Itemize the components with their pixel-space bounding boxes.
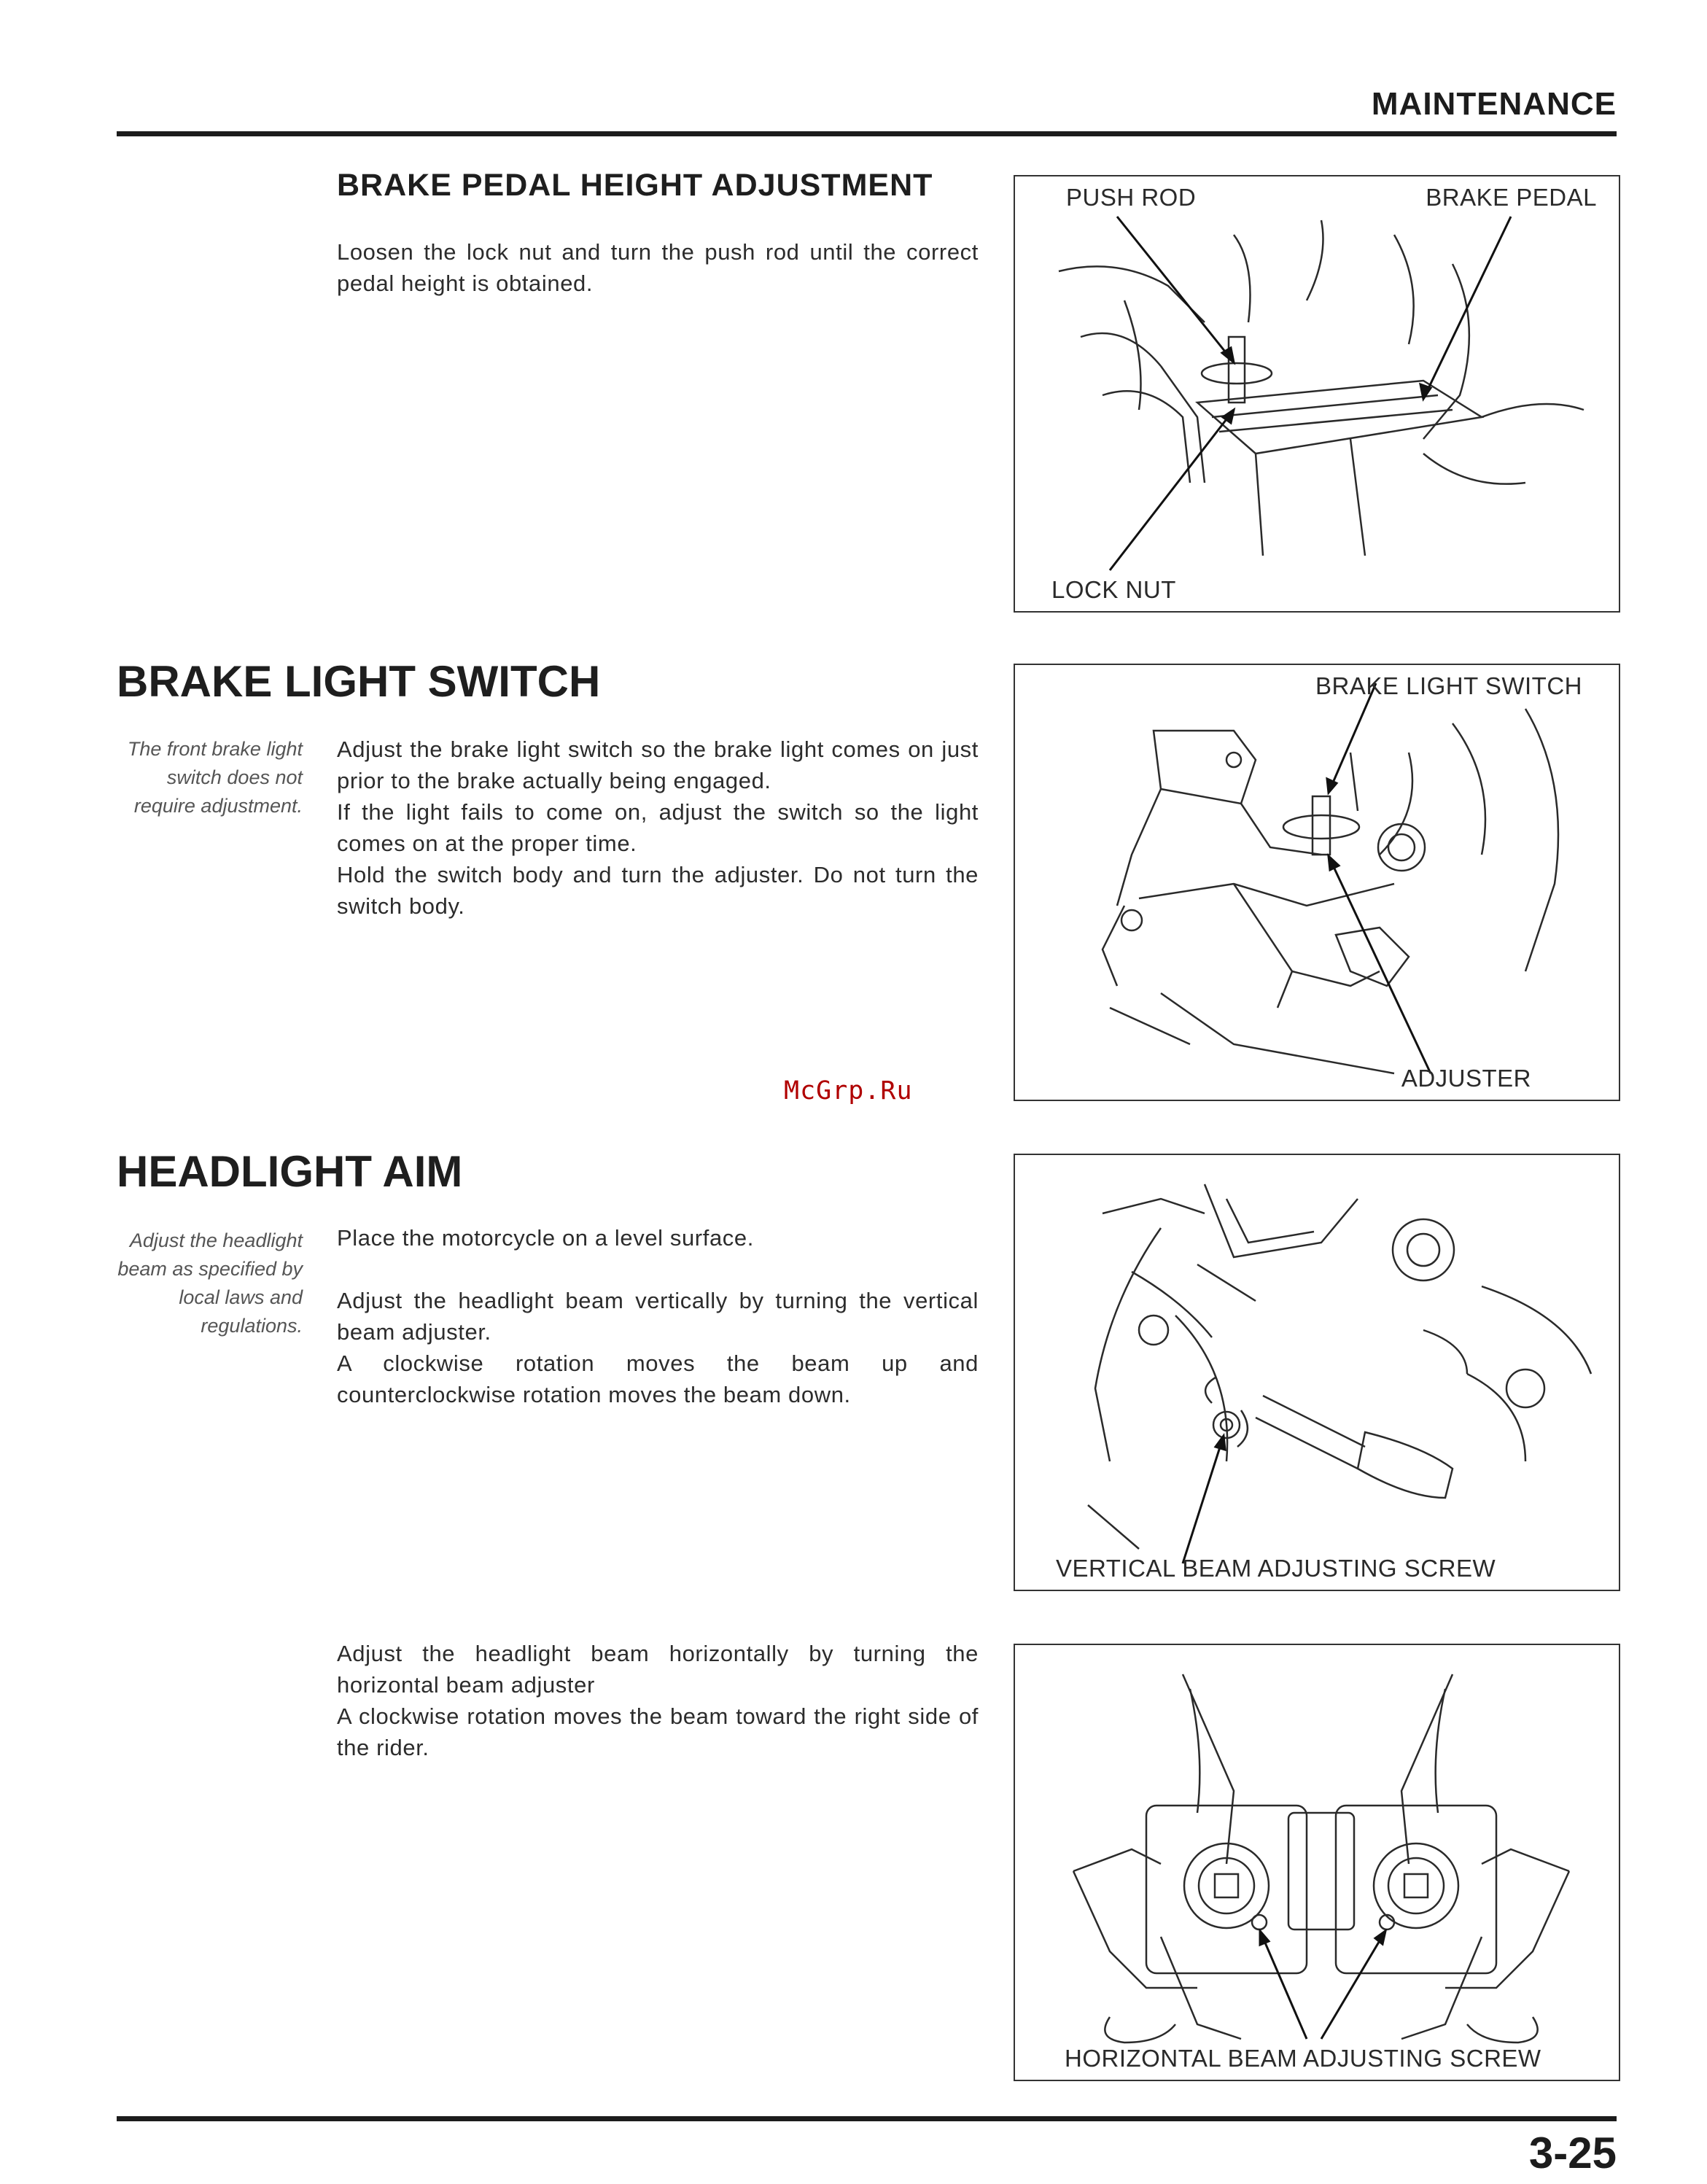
brake-pedal-illustration (1015, 176, 1619, 611)
brake-light-margin-note: The front brake light switch does not require adjustment. (127, 738, 303, 817)
brake-light-switch-illustration (1015, 665, 1619, 1100)
brake-light-switch-label: BRAKE LIGHT SWITCH (1315, 672, 1582, 699)
brake-light-switch-figure (1014, 664, 1620, 1101)
brake-pedal-figure (1014, 175, 1620, 613)
headlight-aim-heading: HEADLIGHT AIM (117, 1147, 463, 1196)
push-rod-label: PUSH ROD (1066, 184, 1197, 211)
brake-light-switch-heading: BRAKE LIGHT SWITCH (117, 657, 601, 706)
adjuster-label: ADJUSTER (1401, 1065, 1531, 1092)
brake-pedal-text (337, 236, 979, 299)
lock-nut-label: LOCK NUT (1051, 576, 1176, 603)
brake-light-text (337, 734, 979, 922)
vertical-beam-figure (1014, 1154, 1620, 1591)
footer-rule (117, 2116, 1617, 2121)
headlight-paragraph-4: Adjust the headlight beam horizontally by turning the horizontal beam adjuster (337, 1641, 979, 1698)
headlight-horizontal-text (337, 1638, 979, 1763)
watermark: McGrp.Ru (784, 1076, 913, 1105)
brake-pedal-label: BRAKE PEDAL (1426, 184, 1597, 211)
brake-light-paragraph-1: Adjust the brake light switch so the brake light comes on just prior to the brake actually being engaged. (337, 737, 979, 793)
headlight-paragraph-2: Adjust the headlight beam vertically by turning the vertical beam adjuster. (337, 1288, 979, 1345)
headlight-vertical-text (337, 1222, 979, 1410)
section-title: MAINTENANCE (1371, 86, 1617, 122)
horizontal-beam-figure (1014, 1644, 1620, 2081)
headlight-paragraph-1: Place the motorcycle on a level surface. (337, 1225, 754, 1251)
brake-pedal-paragraph: Loosen the lock nut and turn the push rod until the correct pedal height is obtained. (337, 239, 979, 296)
horizontal-beam-label: HORIZONTAL BEAM ADJUSTING SCREW (1065, 2045, 1541, 2072)
vertical-beam-illustration (1015, 1155, 1619, 1590)
header-rule (117, 131, 1617, 136)
brake-light-paragraph-3: Hold the switch body and turn the adjuster. Do not turn the switch body. (337, 862, 979, 919)
page-number: 3-25 (1528, 2129, 1617, 2177)
vertical-beam-label: VERTICAL BEAM ADJUSTING SCREW (1056, 1555, 1496, 1582)
horizontal-beam-illustration (1015, 1645, 1619, 2080)
headlight-paragraph-5: A clockwise rotation moves the beam toward the right side of the rider. (337, 1703, 979, 1760)
headlight-paragraph-3: A clockwise rotation moves the beam up and counterclockwise rotation moves the beam down. (337, 1351, 979, 1407)
brake-pedal-heading: BRAKE PEDAL HEIGHT ADJUSTMENT (337, 168, 933, 203)
brake-light-paragraph-2: If the light fails to come on, adjust the switch so the light comes on at the proper time. (337, 799, 979, 856)
headlight-margin-note: Adjust the headlight beam as specified by local laws and regulations. (117, 1229, 303, 1337)
